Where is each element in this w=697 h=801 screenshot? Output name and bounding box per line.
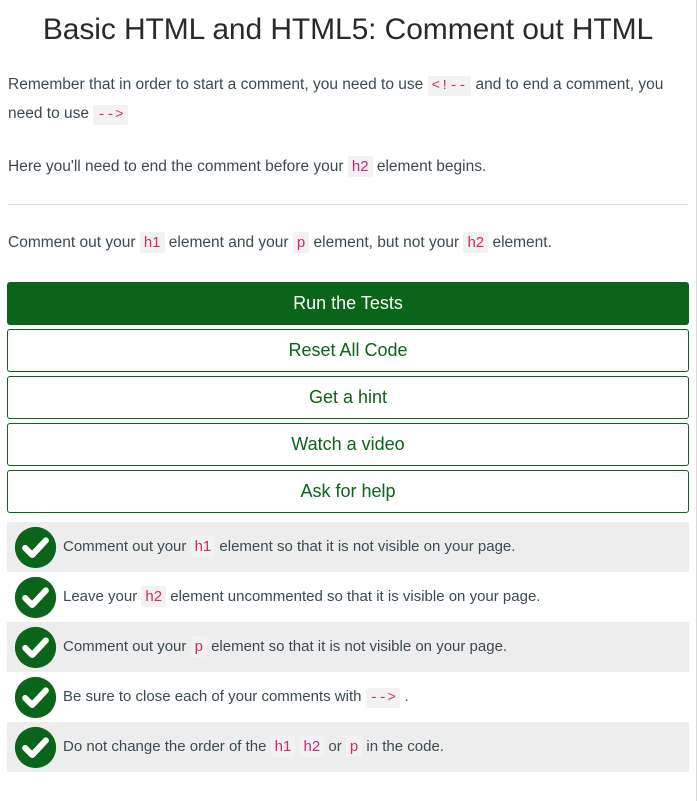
test-result-row [7, 622, 689, 672]
check-circle-icon [7, 575, 63, 620]
page-title: Basic HTML and HTML5: Comment out HTML [42, 13, 654, 46]
get-a-hint-button[interactable]: Get a hint [7, 376, 689, 419]
instruction-text: Remember that in order to start a comment, you need to use [8, 76, 428, 93]
reset-all-code-button[interactable]: Reset All Code [7, 329, 689, 372]
test-text-segment: element so that it is not visible on your page. [206, 638, 508, 655]
check-circle-icon [7, 525, 63, 570]
ask-for-help-button[interactable]: Ask for help [7, 470, 689, 513]
run-the-tests-button[interactable]: Run the Tests [7, 282, 689, 325]
instructions-section [0, 71, 696, 180]
code-h2: h2 [141, 586, 166, 607]
test-text-segment: Comment out your [63, 638, 191, 655]
test-result-text [63, 586, 552, 608]
check-circle-icon [7, 625, 63, 670]
test-results-list [0, 522, 696, 772]
code-h2: h2 [300, 736, 325, 757]
code-p: p [293, 232, 309, 253]
section-divider [8, 204, 688, 205]
task-description [0, 229, 696, 256]
test-text-segment: or [324, 738, 346, 755]
test-result-row [7, 722, 689, 772]
check-circle-icon [7, 725, 63, 770]
test-result-text [63, 736, 456, 758]
instruction-text: and to end a comment, you need to use [8, 76, 664, 122]
code-p: p [346, 736, 362, 757]
action-buttons [0, 282, 696, 513]
task-text: element. [488, 234, 552, 251]
code-comment-close: --> [93, 105, 128, 125]
instruction-paragraph-1 [8, 71, 688, 129]
code-comment-close: --> [366, 688, 401, 708]
check-circle-icon [7, 675, 63, 720]
code-h1: h1 [191, 536, 216, 557]
code-p: p [191, 636, 207, 657]
test-text-segment: in the code. [362, 738, 444, 755]
task-text: Comment out your [8, 234, 140, 251]
task-text: element, but not your [309, 234, 464, 251]
code-h2: h2 [348, 156, 373, 177]
code-comment-open: <!-- [428, 76, 472, 96]
test-result-row [7, 572, 689, 622]
test-text-segment: Comment out your [63, 538, 191, 555]
code-h2: h2 [463, 232, 488, 253]
test-result-row [7, 672, 689, 722]
test-text-segment: Do not change the order of the [63, 738, 271, 755]
instruction-paragraph-2 [8, 153, 688, 180]
test-text-segment: Leave your [63, 588, 142, 605]
test-result-text [63, 636, 519, 658]
test-result-row [7, 522, 689, 572]
instruction-text: Here you'll need to end the comment before your [8, 158, 348, 175]
task-text: element and your [164, 234, 293, 251]
watch-a-video-button[interactable]: Watch a video [7, 423, 689, 466]
code-h1: h1 [271, 736, 296, 757]
test-text-segment: element so that it is not visible on your page. [215, 538, 516, 555]
instruction-text: element begins. [372, 158, 487, 175]
test-text-segment: element uncommented so that it is visible on your page. [166, 588, 541, 605]
test-text-segment: . [400, 687, 409, 705]
test-result-text [63, 536, 527, 558]
test-text-segment [295, 738, 299, 755]
test-text-segment: Be sure to close each of your comments with [63, 687, 366, 705]
code-h1: h1 [140, 232, 165, 253]
test-result-text [63, 686, 421, 709]
